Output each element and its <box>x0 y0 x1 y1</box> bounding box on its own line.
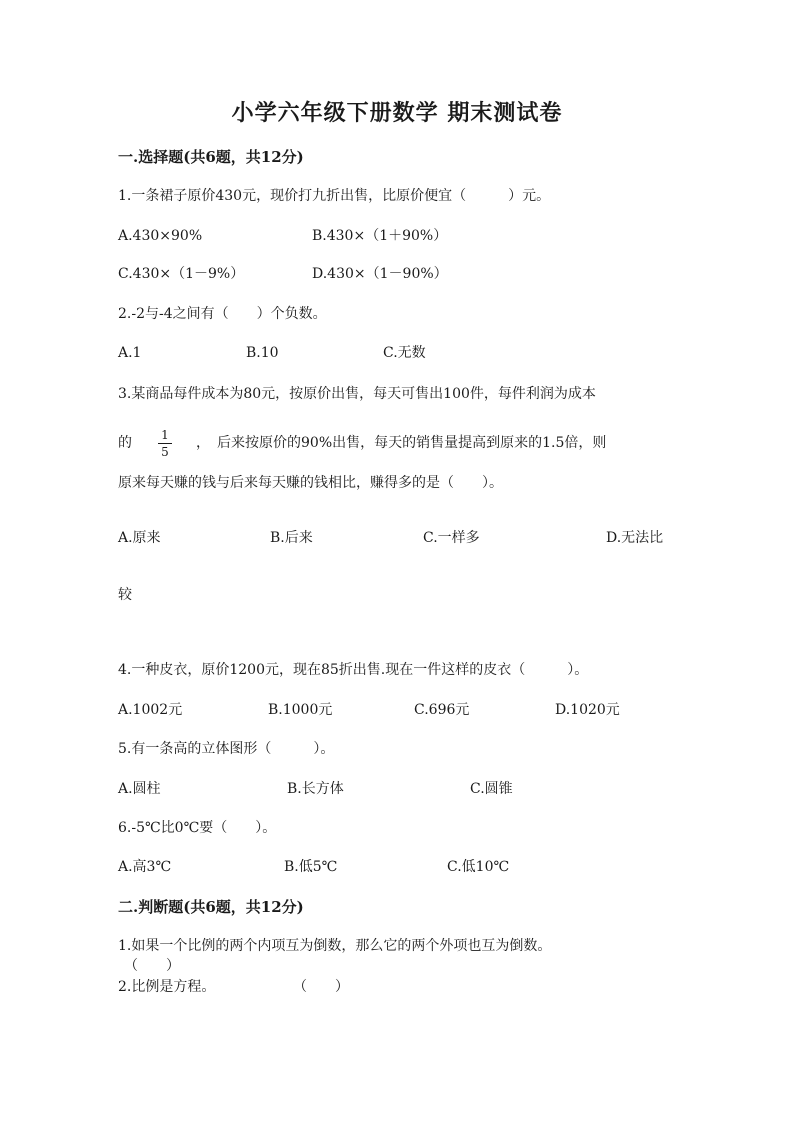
tf-question-1-answer-paren: （ ） <box>124 958 180 974</box>
question-5-stem: 5.有一条高的立体图形（ ）。 <box>118 741 335 757</box>
question-4-option-a: A.1002元 <box>118 702 183 718</box>
section-heading-choice: 一.选择题(共6题，共12分) <box>118 148 304 166</box>
question-2-option-b: B.10 <box>246 345 279 361</box>
question-6-option-a: A.高3℃ <box>118 859 172 875</box>
tf-question-2-stem: 2.比例是方程。 <box>118 979 216 995</box>
question-6-stem: 6.-5℃比0℃要（ ）。 <box>118 820 277 836</box>
question-1-option-a: A.430×90% <box>118 228 203 244</box>
question-6-option-b: B.低5℃ <box>284 859 338 875</box>
question-6-option-c: C.低10℃ <box>447 859 510 875</box>
tf-question-2-answer-paren: （ ） <box>293 979 349 995</box>
question-3-line-2-rest: ， 后来按原价的90%出售，每天的销售量提高到原来的1.5倍，则 <box>196 435 607 451</box>
fraction-denominator: 5 <box>161 445 169 459</box>
question-3-option-d: D.无法比 <box>606 530 664 546</box>
page-title: 小学六年级下册数学 期末测试卷 <box>231 100 563 126</box>
question-3-line-1: 3.某商品每件成本为80元，按原价出售，每天可售出100件，每件利润为成本 <box>118 386 596 402</box>
question-3-option-d-continued: 较 <box>118 587 132 603</box>
question-2-option-c: C.无数 <box>383 345 426 361</box>
question-4-option-c: C.696元 <box>414 702 470 718</box>
question-3-option-a: A.原来 <box>118 530 161 546</box>
section-heading-true-false: 二.判断题(共6题，共12分) <box>118 898 304 916</box>
question-1-stem: 1.一条裙子原价430元，现价打九折出售，比原价便宜（ ）元。 <box>118 188 551 204</box>
question-5-option-a: A.圆柱 <box>118 781 161 797</box>
question-2-option-a: A.1 <box>118 345 142 361</box>
question-4-stem: 4.一种皮衣，原价1200元，现在85折出售.现在一件这样的皮衣（ ）。 <box>118 662 589 678</box>
question-1-option-c: C.430×（1－9%） <box>118 266 245 282</box>
question-2-stem: 2.-2与-4之间有（ ）个负数。 <box>118 306 327 322</box>
question-3-line-2-prefix: 的 <box>118 435 132 451</box>
tf-question-1-stem: 1.如果一个比例的两个内项互为倒数，那么它的两个外项也互为倒数。 <box>118 938 552 954</box>
question-3-option-c: C.一样多 <box>423 530 480 546</box>
question-3-line-3: 原来每天赚的钱与后来每天赚的钱相比，赚得多的是（ ）。 <box>118 475 503 491</box>
question-4-option-d: D.1020元 <box>555 702 620 718</box>
question-1-option-d: D.430×（1－90%） <box>312 266 448 282</box>
fraction-one-fifth <box>158 428 172 459</box>
question-3-option-b: B.后来 <box>270 530 313 546</box>
fraction-numerator: 1 <box>161 428 169 442</box>
question-1-option-b: B.430×（1＋90%） <box>312 228 448 244</box>
question-5-option-c: C.圆锥 <box>470 781 513 797</box>
question-4-option-b: B.1000元 <box>268 702 333 718</box>
fraction-bar <box>158 443 172 444</box>
question-5-option-b: B.长方体 <box>287 781 344 797</box>
